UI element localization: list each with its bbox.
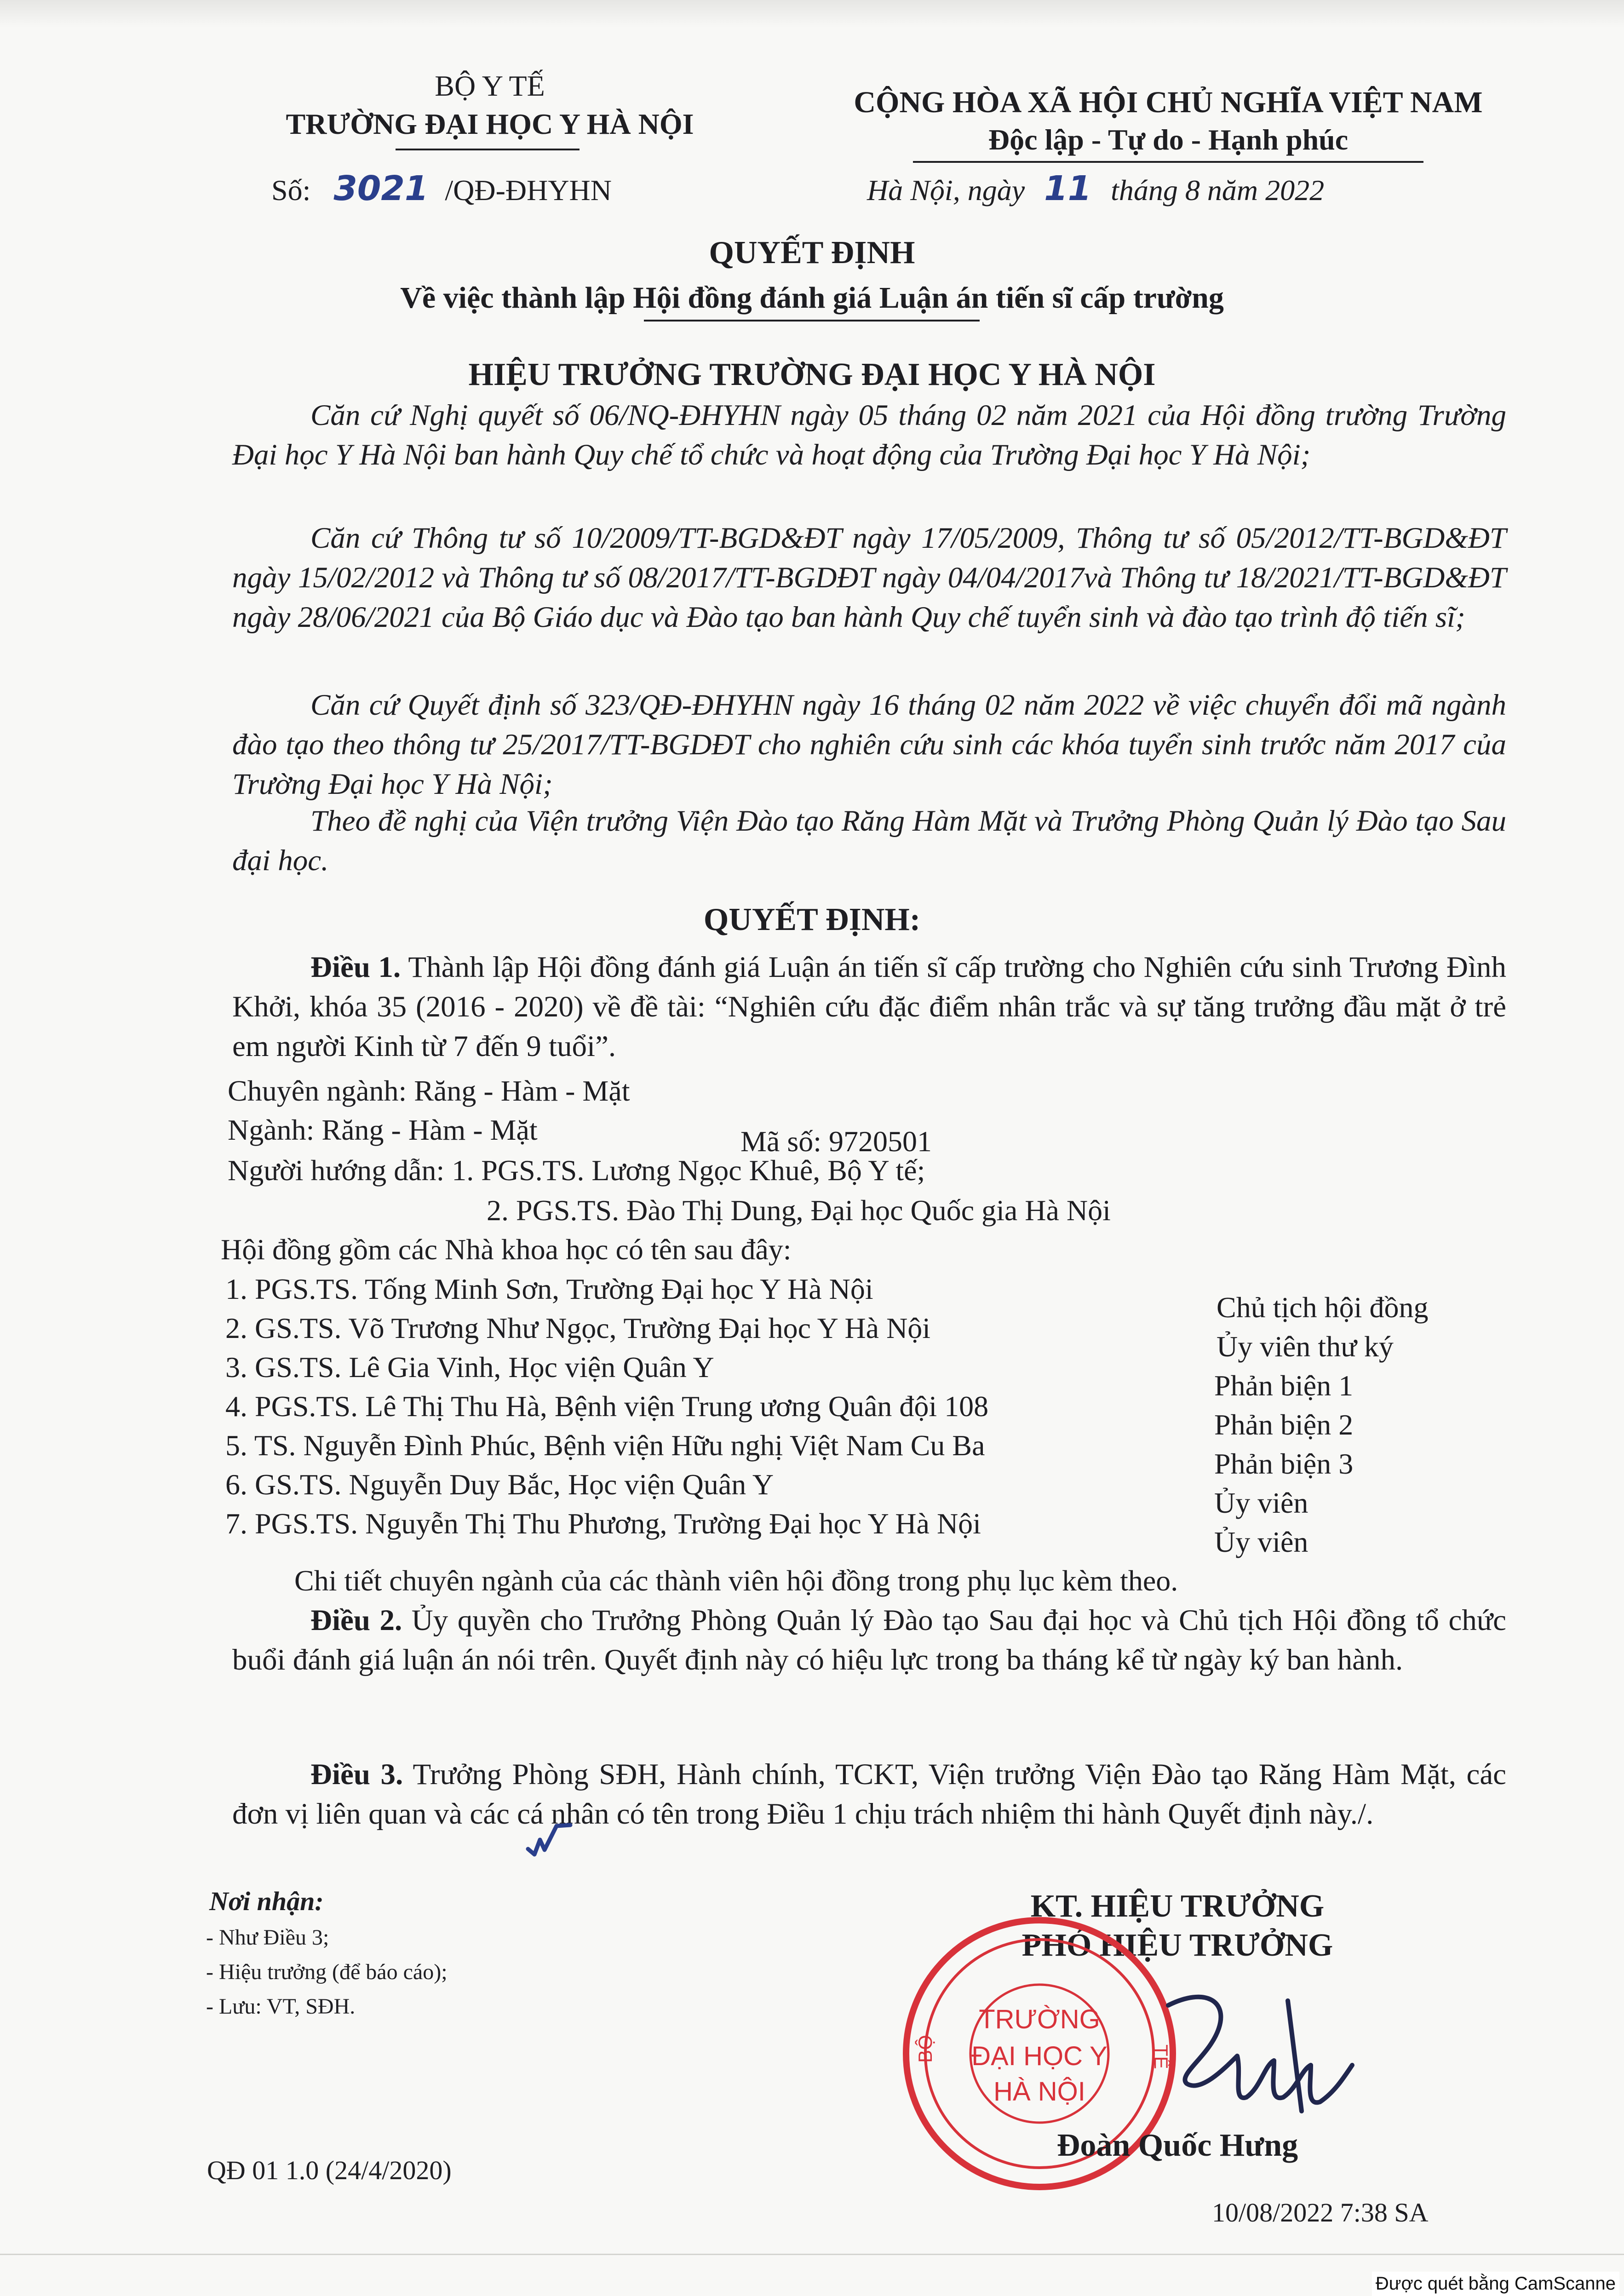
country-name: CỘNG HÒA XÃ HỘI CHỦ NGHĨA VIỆT NAM (854, 86, 1483, 119)
stamp-line-2: ĐẠI HỌC Y (971, 2041, 1108, 2071)
article-1 (232, 947, 1506, 1066)
member-2-name: 2. GS.TS. Võ Trương Như Ngọc, Trường Đại học Y Hà Nội (225, 1312, 931, 1344)
article-2-label: Điều 2. (310, 1604, 402, 1637)
basis-4: Theo đề nghị của Viện trưởng Viện Đào tạo Răng Hàm Mặt và Trưởng Phòng Quản lý Đào tạo Sau đại học. (232, 804, 1506, 877)
member-5-name: 5. TS. Nguyễn Đình Phúc, Bệnh viện Hữu nghị Việt Nam Cu Ba (225, 1429, 985, 1462)
member-2-role: Ủy viên thư ký (1217, 1330, 1394, 1363)
member-6-name: 6. GS.TS. Nguyễn Duy Bắc, Học viện Quân Y (225, 1468, 774, 1501)
recipient-2: - Hiệu trưởng (để báo cáo); (206, 1960, 448, 1984)
member-5-role: Phản biện 3 (1214, 1447, 1354, 1480)
member-6-role: Ủy viên (1214, 1487, 1308, 1519)
major: Ngành: Răng - Hàm - Mặt (228, 1114, 538, 1146)
major-code: Mã số: 9720501 (740, 1125, 932, 1158)
document-subtitle: Về việc thành lập Hội đồng đánh giá Luận án tiến sĩ cấp trường (400, 281, 1224, 315)
decision-number (271, 169, 612, 210)
document-title: QUYẾT ĐỊNH (709, 235, 915, 270)
article-2 (232, 1601, 1506, 1680)
council-intro: Hội đồng gồm các Nhà khoa học có tên sau đây: (221, 1233, 792, 1266)
number-prefix: Số: (271, 174, 311, 207)
advisor-1: Người hướng dẫn: 1. PGS.TS. Lương Ngọc Khuê, Bộ Y tế; (228, 1154, 925, 1187)
handwritten-check-mark (524, 1821, 575, 1858)
stamp-line-3: HÀ NỘI (993, 2077, 1085, 2107)
national-motto: Độc lập - Tự do - Hạnh phúc (988, 123, 1349, 156)
basis-2: Căn cứ Thông tư số 10/2009/TT-BGD&ĐT ngày 17/05/2009, Thông tư số 05/2012/TT-BGD&ĐT ngày 15/02/2012 và Thông tư số 08/2017/TT-BGDĐT ngày 04/04/2017và Thông tư 18/2021/TT-BGD&ĐT ngày 28/06/2021 của Bộ Giáo dục và Đào tạo ban hành Quy chế tuyển sinh và đào tạo trình độ tiến sĩ; (232, 522, 1506, 634)
member-4-name: 4. PGS.TS. Lê Thị Thu Hà, Bệnh viện Trung ương Quân đội 108 (225, 1390, 989, 1423)
member-7-role: Ủy viên (1214, 1526, 1308, 1558)
member-3-name: 3. GS.TS. Lê Gia Vinh, Học viện Quân Y (225, 1351, 714, 1383)
handwritten-day: 11 (1044, 169, 1092, 208)
handwritten-number: 3021 (333, 169, 429, 208)
detail-note: Chi tiết chuyên ngành của các thành viên hội đồng trong phụ lục kèm theo. (294, 1564, 1178, 1597)
member-7-name: 7. PGS.TS. Nguyễn Thị Thu Phương, Trường Đại học Y Hà Nội (225, 1507, 981, 1540)
signer-title: PHÓ HIỆU TRƯỞNG (1021, 1928, 1333, 1963)
basis-3: Căn cứ Quyết định số 323/QĐ-ĐHYHN ngày 16 tháng 02 năm 2022 về việc chuyển đổi mã ngành đào tạo theo thông tư 25/2017/TT-BGDĐT cho nghiên cứu sinh các khóa tuyển sinh trước năm 2017 của Trường Đại học Y Hà Nội; (232, 689, 1506, 801)
date-suffix: tháng 8 năm 2022 (1111, 174, 1325, 207)
header-left-underline (396, 149, 580, 150)
subtitle-underline (644, 320, 980, 321)
member-4-role: Phản biện 2 (1214, 1408, 1354, 1441)
signature-scribble (1150, 1973, 1361, 2125)
article-1-label: Điều 1. (310, 951, 401, 984)
signer-authority: KT. HIỆU TRƯỞNG (1030, 1888, 1325, 1924)
specialty: Chuyên ngành: Răng - Hàm - Mặt (228, 1074, 630, 1107)
motto-underline (913, 161, 1423, 163)
basis-1: Căn cứ Nghị quyết số 06/NQ-ĐHYHN ngày 05 tháng 02 năm 2021 của Hội đồng trường Trường Đại học Y Hà Nội ban hành Quy chế tổ chức và hoạt động của Trường Đại học Y Hà Nội; (232, 399, 1506, 471)
member-1-name: 1. PGS.TS. Tống Minh Sơn, Trường Đại học Y Hà Nội (225, 1273, 873, 1305)
article-3 (232, 1755, 1506, 1834)
stamp-line-1: TRƯỜNG (979, 2004, 1100, 2034)
recipient-3: - Lưu: VT, SĐH. (206, 1994, 356, 2019)
scan-shadow (0, 0, 1624, 28)
advisor-2: 2. PGS.TS. Đào Thị Dung, Đại học Quốc gia Hà Nội (487, 1194, 1111, 1227)
recipient-1: - Như Điều 3; (206, 1925, 329, 1950)
article-3-label: Điều 3. (310, 1758, 403, 1791)
scanner-watermark: Được quét bằng CamScanne (1372, 2272, 1619, 2296)
signer-name: Đoàn Quốc Hưng (1056, 2128, 1298, 2163)
issue-date (867, 169, 1324, 210)
article-3-text: Trưởng Phòng SĐH, Hành chính, TCKT, Viện trưởng Viện Đào tạo Răng Hàm Mặt, các đơn vị liên quan và các cá nhân có tên trong Điều 1 chịu trách nhiệm thi hành Quyết định này./. (232, 1758, 1507, 1831)
stamp-side-right: TẾ (1150, 2044, 1172, 2069)
form-code: QĐ 01 1.0 (24/4/2020) (207, 2155, 452, 2185)
date-prefix: Hà Nội, ngày (867, 174, 1025, 207)
timestamp: 10/08/2022 7:38 SA (1212, 2198, 1429, 2227)
decision-heading: QUYẾT ĐỊNH: (703, 902, 921, 937)
number-suffix: /QĐ-ĐHYHN (445, 174, 612, 207)
recipients-title: Nơi nhận: (209, 1886, 324, 1916)
school-name: TRƯỜNG ĐẠI HỌC Y HÀ NỘI (286, 108, 694, 140)
stamp-side-left: BỘ (914, 2035, 936, 2063)
member-1-role: Chủ tịch hội đồng (1217, 1291, 1429, 1324)
ministry-name: BỘ Y TẾ (435, 69, 545, 102)
authority-heading: HIỆU TRƯỞNG TRƯỜNG ĐẠI HỌC Y HÀ NỘI (468, 357, 1156, 392)
article-2-text: Ủy quyền cho Trưởng Phòng Quản lý Đào tạo Sau đại học và Chủ tịch Hội đồng tổ chức buổi đánh giá luận án nói trên. Quyết định này có hiệu lực trong ba tháng kể từ ngày ký ban hành. (232, 1604, 1506, 1676)
scan-bottom-edge (0, 2254, 1624, 2255)
article-1-text: Thành lập Hội đồng đánh giá Luận án tiến sĩ cấp trường cho Nghiên cứu sinh Trương Đình Khởi, khóa 35 (2016 - 2020) về đề tài: “Nghiên cứu đặc điểm nhân trắc và sự tăng trưởng đầu mặt ở trẻ em người Kinh từ 7 đến 9 tuổi”. (232, 951, 1507, 1063)
member-3-role: Phản biện 1 (1214, 1369, 1354, 1402)
